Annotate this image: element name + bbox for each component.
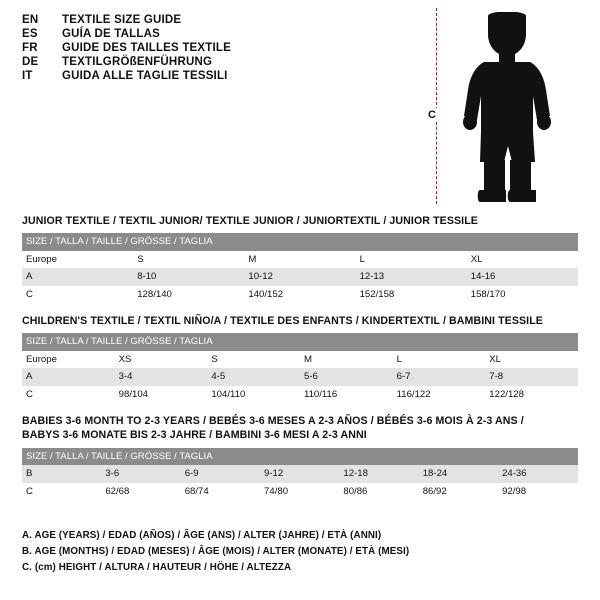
language-row xyxy=(22,70,422,82)
legend-line-b: B. AGE (MONTHS) / EDAD (MESES) / ÂGE (MOIS) / ALTER (MONATE) / ETÀ (MESI) xyxy=(22,546,410,558)
table-row xyxy=(22,465,578,483)
table-header-row xyxy=(22,333,578,351)
cell: S xyxy=(133,251,244,269)
row-label: A xyxy=(22,268,133,286)
language-title: TEXTILE SIZE GUIDE xyxy=(62,14,182,26)
junior-size-table xyxy=(22,233,578,303)
cell: 152/158 xyxy=(356,286,467,304)
cell: M xyxy=(244,251,355,269)
row-label: C xyxy=(22,483,101,501)
row-label: C xyxy=(22,386,115,404)
cell: M xyxy=(300,351,393,369)
cell: L xyxy=(356,251,467,269)
language-row xyxy=(22,28,422,40)
height-guide-line xyxy=(436,8,437,204)
language-code: IT xyxy=(22,70,33,82)
cell: 80/86 xyxy=(339,483,418,501)
language-code: ES xyxy=(22,28,38,40)
row-label: Europe xyxy=(22,251,133,269)
cell: 116/122 xyxy=(393,386,486,404)
babies-title-line-2: BABYS 3-6 MONATE BIS 2-3 JAHRE / BAMBINI 3-6 MESI A 2-3 ANNI xyxy=(22,429,367,442)
cell: 6-9 xyxy=(181,465,260,483)
cell: 86/92 xyxy=(419,483,498,501)
children-textile-section xyxy=(22,314,578,403)
junior-section-title: JUNIOR TEXTILE / TEXTIL JUNIOR/ TEXTILE JUNIOR / JUNIORTEXTIL / JUNIOR TESSILE xyxy=(22,215,478,227)
table-row xyxy=(22,351,578,369)
language-code: DE xyxy=(22,56,39,68)
cell: 110/116 xyxy=(300,386,393,404)
cell: 128/140 xyxy=(133,286,244,304)
children-section-title: CHILDREN'S TEXTILE / TEXTIL NIÑO/A / TEXTILE DES ENFANTS / KINDERTEXTIL / BAMBINI TESSILE xyxy=(22,315,543,327)
cell: 8-10 xyxy=(133,268,244,286)
table-row xyxy=(22,268,578,286)
cell: S xyxy=(207,351,300,369)
cell: 92/98 xyxy=(498,483,578,501)
babies-header-label: SIZE / TALLA / TAILLE / GRÖSSE / TAGLIA xyxy=(22,448,578,466)
language-row xyxy=(22,56,422,68)
language-title: TEXTILGRÖßENFÜHRUNG xyxy=(62,56,213,68)
cell: 158/170 xyxy=(467,286,578,304)
row-label: C xyxy=(22,286,133,304)
table-header-row xyxy=(22,448,578,466)
measurement-figure xyxy=(418,8,578,208)
table-row xyxy=(22,251,578,269)
junior-header-label: SIZE / TALLA / TAILLE / GRÖSSE / TAGLIA xyxy=(22,233,578,251)
table-header-row xyxy=(22,233,578,251)
cell: XL xyxy=(467,251,578,269)
cell: 5-6 xyxy=(300,368,393,386)
children-header-label: SIZE / TALLA / TAILLE / GRÖSSE / TAGLIA xyxy=(22,333,578,351)
children-size-table xyxy=(22,333,578,403)
cell: 18-24 xyxy=(419,465,498,483)
babies-section-title xyxy=(22,414,578,443)
language-title: GUÍA DE TALLAS xyxy=(62,28,160,40)
babies-size-table xyxy=(22,448,578,501)
child-silhouette-icon xyxy=(448,12,568,206)
language-row xyxy=(22,42,422,54)
cell: 62/68 xyxy=(101,483,180,501)
cell: 68/74 xyxy=(181,483,260,501)
height-measure-label: C xyxy=(428,109,436,121)
row-label: Europe xyxy=(22,351,115,369)
cell: 12-18 xyxy=(339,465,418,483)
table-row xyxy=(22,386,578,404)
cell: 4-5 xyxy=(207,368,300,386)
cell: 12-13 xyxy=(356,268,467,286)
language-title: GUIDA ALLE TAGLIE TESSILI xyxy=(62,70,228,82)
cell: XS xyxy=(115,351,208,369)
language-row xyxy=(22,14,422,26)
legend-section xyxy=(22,528,578,576)
cell: 9-12 xyxy=(260,465,339,483)
language-title-list xyxy=(22,14,422,84)
row-label: B xyxy=(22,465,101,483)
cell: 10-12 xyxy=(244,268,355,286)
table-row xyxy=(22,483,578,501)
babies-title-line-1: BABIES 3-6 MONTH TO 2-3 YEARS / BEBÉS 3-6 MESES A 2-3 AÑOS / BÉBÉS 3-6 MOIS À 2-3 ANS / xyxy=(22,415,524,427)
cell: 14-16 xyxy=(467,268,578,286)
language-code: EN xyxy=(22,14,39,26)
junior-textile-section xyxy=(22,214,578,303)
cell: XL xyxy=(485,351,578,369)
cell: L xyxy=(393,351,486,369)
cell: 104/110 xyxy=(207,386,300,404)
cell: 98/104 xyxy=(115,386,208,404)
cell: 7-8 xyxy=(485,368,578,386)
cell: 122/128 xyxy=(485,386,578,404)
cell: 6-7 xyxy=(393,368,486,386)
cell: 3-6 xyxy=(101,465,180,483)
language-title: GUIDE DES TAILLES TEXTILE xyxy=(62,42,231,54)
babies-textile-section xyxy=(22,414,578,500)
cell: 74/80 xyxy=(260,483,339,501)
table-row xyxy=(22,368,578,386)
cell: 24-36 xyxy=(498,465,578,483)
row-label: A xyxy=(22,368,115,386)
legend-line-c: C. (cm) HEIGHT / ALTURA / HAUTEUR / HÖHE / ALTEZZA xyxy=(22,562,292,574)
cell: 3-4 xyxy=(115,368,208,386)
cell: 140/152 xyxy=(244,286,355,304)
legend-line-a: A. AGE (YEARS) / EDAD (AÑOS) / ÂGE (ANS) / ALTER (JAHRE) / ETÀ (ANNI) xyxy=(22,530,382,541)
language-code: FR xyxy=(22,42,38,54)
table-row xyxy=(22,286,578,304)
